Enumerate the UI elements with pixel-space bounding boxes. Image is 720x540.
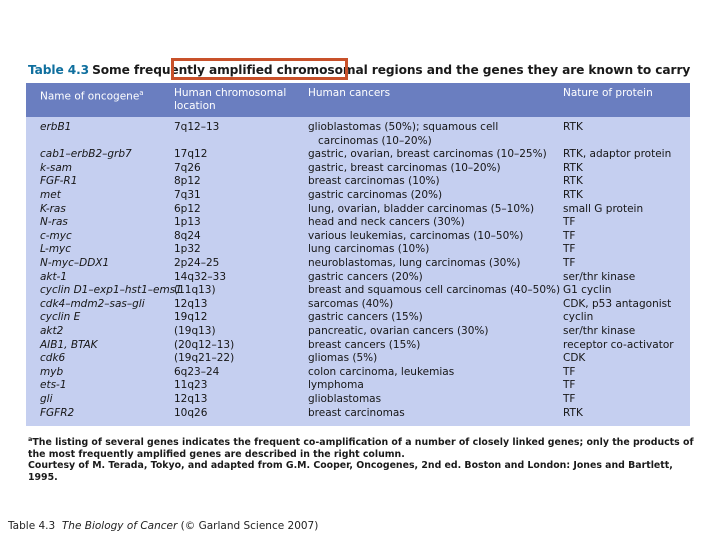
gene-cell: FGF-R1 [40, 175, 78, 188]
location-cell: 7q26 [174, 161, 201, 174]
protein-cell: receptor co-activator [563, 338, 674, 351]
location-cell: 6q23–24 [174, 365, 220, 378]
protein-cell: CDK [563, 352, 586, 365]
location-cell: 1p32 [174, 243, 201, 256]
gene-cell: k-sam [40, 161, 73, 174]
location-cell: (19q21–22) [174, 352, 235, 365]
gene-cell: cdk6 [40, 352, 66, 365]
protein-cell: RTK, adaptor protein [563, 148, 672, 161]
header-location: Human chromosomal location [174, 87, 287, 112]
table-row [26, 135, 690, 148]
protein-cell: TF [563, 393, 576, 405]
gene-cell: c-myc [40, 229, 72, 242]
cancers-cell: lymphoma [308, 379, 364, 392]
location-cell: 17q12 [174, 148, 208, 161]
table-row [26, 352, 690, 365]
protein-cell: G1 cyclin [563, 284, 612, 297]
table-row [26, 243, 690, 256]
slide-caption: Table 4.3 The Biology of Cancer (© Garland Science 2007) [8, 520, 319, 532]
table-row [26, 121, 690, 134]
gene-cell: cdk4–mdm2–sas–gli [40, 297, 145, 310]
location-cell: 6p12 [174, 202, 201, 215]
table-header [26, 83, 690, 117]
protein-cell: TF [563, 365, 576, 378]
gene-cell: FGFR2 [40, 406, 75, 419]
table-row [26, 298, 690, 311]
table-row [26, 216, 690, 229]
location-cell: 11q23 [174, 379, 208, 392]
gene-cell: K-ras [40, 202, 66, 215]
header-oncogene: Name of oncogene$^a$ [40, 89, 144, 103]
location-cell: 12q13 [174, 297, 208, 310]
highlight-box [171, 58, 348, 80]
cancers-cell: breast carcinomas (10%) [308, 175, 440, 188]
cancers-cell: head and neck cancers (30%) [308, 216, 465, 229]
cancers-cell: sarcomas (40%) [308, 297, 394, 310]
location-cell: (11q13) [174, 284, 216, 297]
gene-cell: myb [40, 365, 64, 378]
cancers-cell: breast and squamous cell carcinomas (40–50%) [308, 284, 561, 297]
cancers-cell: gastric carcinomas (20%) [308, 189, 443, 201]
location-cell: (20q12–13) [174, 338, 235, 351]
cancers-cell: carcinomas (10–20%) [318, 134, 432, 147]
location-cell: 19q12 [174, 311, 208, 324]
protein-cell: TF [563, 243, 576, 256]
table-row [26, 230, 690, 243]
location-cell: 8p12 [174, 175, 201, 188]
table-row [26, 407, 690, 420]
gene-cell: gli [40, 393, 53, 405]
table-row [26, 257, 690, 270]
gene-cell: N-ras [40, 216, 68, 229]
cancers-cell: neuroblastomas, lung carcinomas (30%) [308, 257, 521, 269]
location-cell: 7q31 [174, 189, 201, 201]
location-cell: 7q12–13 [174, 121, 220, 133]
protein-cell: cyclin [563, 311, 594, 324]
table-row [26, 311, 690, 324]
cancers-cell: lung, ovarian, bladder carcinomas (5–10%) [308, 202, 535, 215]
table-row [26, 271, 690, 284]
oncogene-table [26, 83, 690, 426]
gene-cell: akt-1 [40, 270, 68, 283]
table-title [28, 63, 690, 77]
protein-cell: RTK [563, 161, 583, 174]
table-row [26, 393, 690, 406]
table-row [26, 148, 690, 161]
cancers-cell: various leukemias, carcinomas (10–50%) [308, 229, 524, 242]
location-cell: 14q32–33 [174, 270, 226, 283]
protein-cell: TF [563, 379, 576, 392]
table-row [26, 379, 690, 392]
location-cell: 12q13 [174, 393, 208, 405]
table-row [26, 366, 690, 379]
location-cell: (19q13) [174, 325, 216, 337]
header-cancers: Human cancers [308, 87, 391, 99]
table-row [26, 284, 690, 297]
table-number: Table 4.3 [28, 63, 90, 77]
protein-cell: TF [563, 216, 576, 229]
footnote: $^a$The listing of several genes indicates the frequent co-amplification of a number of closely linked genes; only the products of the most frequently amplified genes are described in the right column. Courtesy of M. Terada, Tokyo, and adapted from G.M. Cooper, Oncogenes, 2nd ed. Boston and London: Jones and Bartlett, 1995. [28, 434, 698, 484]
cancers-cell: lung carcinomas (10%) [308, 243, 430, 256]
gene-cell: met [40, 189, 61, 201]
gene-cell: ets-1 [40, 379, 67, 392]
cancers-cell: gastric cancers (15%) [308, 311, 423, 324]
location-cell: 1p13 [174, 216, 201, 229]
protein-cell: CDK, p53 antagonist [563, 297, 672, 310]
cancers-cell: pancreatic, ovarian cancers (30%) [308, 325, 489, 337]
protein-cell: RTK [563, 189, 583, 201]
cancers-cell: gliomas (5%) [308, 352, 378, 365]
protein-cell: ser/thr kinase [563, 270, 636, 283]
cancers-cell: gastric cancers (20%) [308, 270, 423, 283]
cancers-cell: glioblastomas (50%); squamous cell [308, 121, 499, 133]
table-row [26, 339, 690, 352]
gene-cell: cab1–erbB2–grb7 [40, 148, 132, 161]
cancers-cell: gastric, ovarian, breast carcinomas (10–25%) [308, 148, 547, 161]
location-cell: 10q26 [174, 406, 208, 419]
cancers-cell: gastric, breast carcinomas (10–20%) [308, 161, 501, 174]
footnote-text: The listing of several genes indicates the frequent co-amplification of a number of closely linked genes; only the products of the most frequently amplified genes are described in the right column. [28, 437, 694, 460]
gene-cell: AIB1, BTAK [40, 338, 98, 351]
location-cell: 8q24 [174, 229, 201, 242]
gene-cell: erbB1 [40, 121, 72, 133]
cancers-cell: breast cancers (15%) [308, 338, 421, 351]
gene-cell: N-myc–DDX1 [40, 257, 110, 269]
table-row [26, 175, 690, 188]
table-row [26, 325, 690, 338]
table-title-text: Some frequently amplified chromosomal regions and the genes they are known to carry [92, 63, 691, 77]
location-cell: 2p24–25 [174, 257, 220, 269]
footnote-credit: Courtesy of M. Terada, Tokyo, and adapted from G.M. Cooper, Oncogenes, 2nd ed. Boston and London: Jones and Bartlett, 1995. [28, 460, 673, 483]
cancers-cell: glioblastomas [308, 393, 382, 405]
gene-cell: cyclin E [40, 311, 81, 324]
footnote-marker: a [139, 89, 144, 97]
table-row [26, 162, 690, 175]
gene-cell: akt2 [40, 325, 64, 337]
cancers-cell: breast carcinomas [308, 406, 405, 419]
protein-cell: RTK [563, 406, 583, 419]
table-row [26, 203, 690, 216]
table-row [26, 189, 690, 202]
header-protein: Nature of protein [563, 87, 653, 99]
protein-cell: RTK [563, 121, 583, 133]
cancers-cell: colon carcinoma, leukemias [308, 365, 455, 378]
protein-cell: RTK [563, 175, 583, 188]
protein-cell: TF [563, 257, 576, 269]
gene-cell: cyclin D1–exp1–hst1–ems1 [40, 284, 182, 297]
protein-cell: small G protein [563, 202, 644, 215]
protein-cell: ser/thr kinase [563, 325, 636, 337]
protein-cell: TF [563, 229, 576, 242]
book-title: The Biology of Cancer [61, 520, 178, 532]
gene-cell: L-myc [40, 243, 72, 256]
